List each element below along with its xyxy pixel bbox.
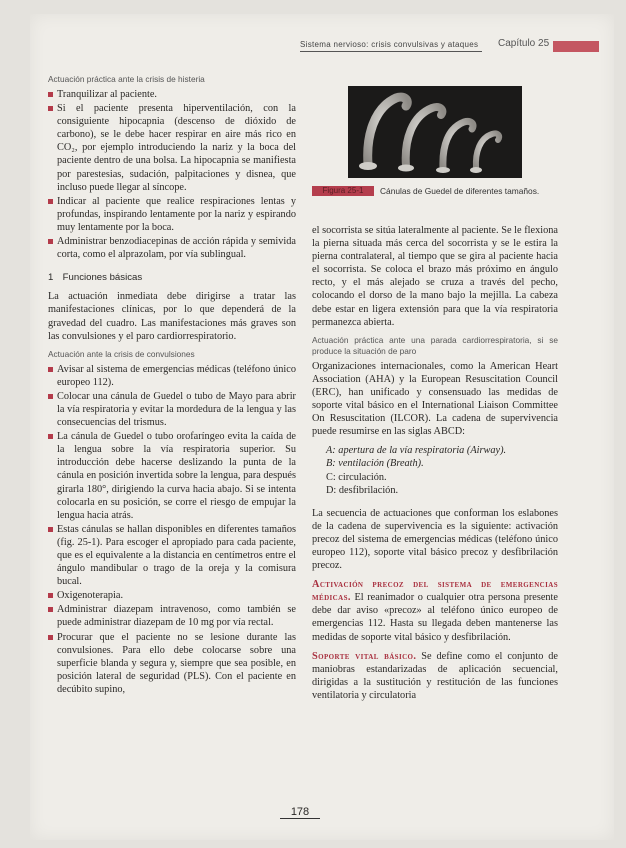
bullet-list-hysteria bbox=[48, 88, 296, 261]
subheading-cardiac-arrest: Actuación práctica ante una parada cardiorrespiratoria, si se produce la situación de paro bbox=[312, 334, 558, 356]
list-item: Colocar una cánula de Guedel o tubo de Mayo para abrir la vía respiratoria y evitar la mordedura de la lengua y las consecuencias del trismus. bbox=[48, 390, 296, 429]
paragraph-text: Se define como el conjunto de maniobras estandarizadas de aplicación secuencial, dirigidas a la sustitución y restitución de las funciones ventilatoria y circulatoria bbox=[312, 650, 559, 701]
abcd-list bbox=[312, 444, 558, 496]
section-number: 1 bbox=[48, 272, 54, 284]
list-item: La cánula de Guedel o tubo orofaríngeo evita la caída de la lengua sobre la vía respiratoria superior. Su introducción debe hacerse deslizando la punta de la cánula en posición invertida sobre la lengua, para después girarla 180°, dirigiendo la curva hacia abajo. Si se intenta colocarla en su posición, se corre el riesgo de empujar la lengua hacia atrás. bbox=[48, 430, 296, 522]
figure-caption: Cánulas de Guedel de diferentes tamaños. bbox=[380, 186, 540, 196]
paragraph-sequence: La secuencia de actuaciones que conforman los eslabones de la cadena de supervivencia es la siguiente: activación precoz del sistema de emergencias médicas (teléfono único europeo 112), soporte vital básico precoz y desfibrilación precoz. bbox=[312, 507, 558, 572]
left-column bbox=[48, 74, 296, 702]
list-item: Oxigenoterapia. bbox=[48, 589, 296, 602]
section-heading bbox=[48, 271, 296, 284]
abcd-item: C: circulación. bbox=[326, 471, 387, 483]
abcd-item: A: apertura de la vía respiratoria (Airway). bbox=[326, 445, 507, 457]
list-item: Indicar al paciente que realice respiraciones lentas y profundas, inspirando lentamente por la nariz y espirando muy lentamente por la boca. bbox=[48, 195, 296, 234]
running-header-title: Sistema nervioso: crisis convulsivas y ataques bbox=[300, 40, 479, 49]
header-rule bbox=[300, 51, 482, 52]
paragraph-activation bbox=[312, 578, 558, 643]
paragraph-text: El reanimador o cualquier otra persona presente debe dar aviso «precoz» al teléfono único europeo de emergencias 112. Hasta su llegada deben mantenerse las medidas de soporte vital básico y desfibrilación. bbox=[312, 592, 558, 643]
list-item: Si el paciente presenta hiperventilación, con la consiguiente hipocapnia (descenso de dióxido de carbono), se le debe hacer respirar en aire más rico en CO₂, por ejemplo introduciendo la nariz y la boca del paciente dentro de una bolsa. La hipocapnia se manifiesta por parestesias, sudación, palpitaciones y disnea, que incluso puede llegar al síncope. bbox=[48, 102, 296, 194]
paragraph-organizations: Organizaciones internacionales, como la American Heart Association (AHA) y la European Resuscitation Council (ERC), han unificado y consensuado las medidas de soporte vital básico en el International Liaison Committee On Resuscitation (ILCOR). La cadena de supervivencia puede resumirse en las siglas ABCD: bbox=[312, 360, 558, 438]
list-item: Tranquilizar al paciente. bbox=[48, 88, 296, 101]
list-item: Administrar diazepam intravenoso, como también se puede administrar diazepam de 10 mg por vía rectal. bbox=[48, 603, 296, 629]
guedel-cannulas-illustration bbox=[348, 86, 522, 178]
bullet-list-convulsions bbox=[48, 363, 296, 696]
list-item: Avisar al sistema de emergencias médicas (teléfono único europeo 112). bbox=[48, 363, 296, 389]
subheading-hysteria: Actuación práctica ante la crisis de histeria bbox=[48, 74, 205, 84]
list-item: Estas cánulas se hallan disponibles en diferentes tamaños (fig. 25-1). Para escoger el apropiado para cada paciente, que es el equivalente a la distancia en centímetros entre el ángulo mandibular o trago de la oreja y la comisura bucal. bbox=[48, 523, 296, 588]
running-header-chapter: Capítulo 25 bbox=[498, 38, 550, 49]
abcd-item: D: desfibrilación. bbox=[326, 484, 399, 496]
run-in-heading: Soporte vital básico. bbox=[312, 650, 417, 662]
figure-label: Figura 25-1 bbox=[312, 186, 374, 196]
page-number-rule bbox=[280, 818, 320, 819]
page-number: 178 bbox=[290, 806, 310, 818]
right-column bbox=[312, 224, 558, 708]
abcd-item: B: ventilación (Breath). bbox=[326, 458, 424, 470]
paragraph-bls bbox=[312, 650, 558, 702]
paragraph-pls: el socorrista se sitúa lateralmente al paciente. Se le flexiona la pierna situada más cerca del socorrista y se le estira la pierna contralateral, al tiempo que se gira al paciente hacia el socorrista. Se coloca el brazo más próximo en ángulo recto, y el más alejado se cruza a través del pecho, colocando el dorso de la mano bajo la mejilla. La cabeza debe estar en ligera extensión para que la vía respiratoria permanezca abierta. bbox=[312, 225, 558, 328]
subheading-convulsions: Actuación ante la crisis de convulsiones bbox=[48, 348, 195, 359]
list-item: Administrar benzodiacepinas de acción rápida y semivida corta, como el alprazolam, por vía sublingual. bbox=[48, 235, 296, 261]
chapter-color-tab bbox=[553, 41, 599, 52]
figure-photo-guedel-cannulas bbox=[348, 86, 522, 178]
list-item: Procurar que el paciente no se lesione durante las convulsiones. Para ello debe colocarse sobre una superficie blanda y segura y, siempre que sea posible, en posición lateral de seguridad (PLS). Con el paciente en decúbito supino, bbox=[48, 631, 296, 696]
run-in-heading: Activación precoz del sistema de emergencias médicas. bbox=[312, 579, 558, 604]
section-paragraph: La actuación inmediata debe dirigirse a tratar las manifestaciones clínicas, por lo que dependerá de la gravedad del cuadro. Las manifestaciones más graves son las convulsiones y el paro cardiorrespiratorio. bbox=[48, 291, 296, 342]
section-title: Funciones básicas bbox=[62, 272, 143, 284]
